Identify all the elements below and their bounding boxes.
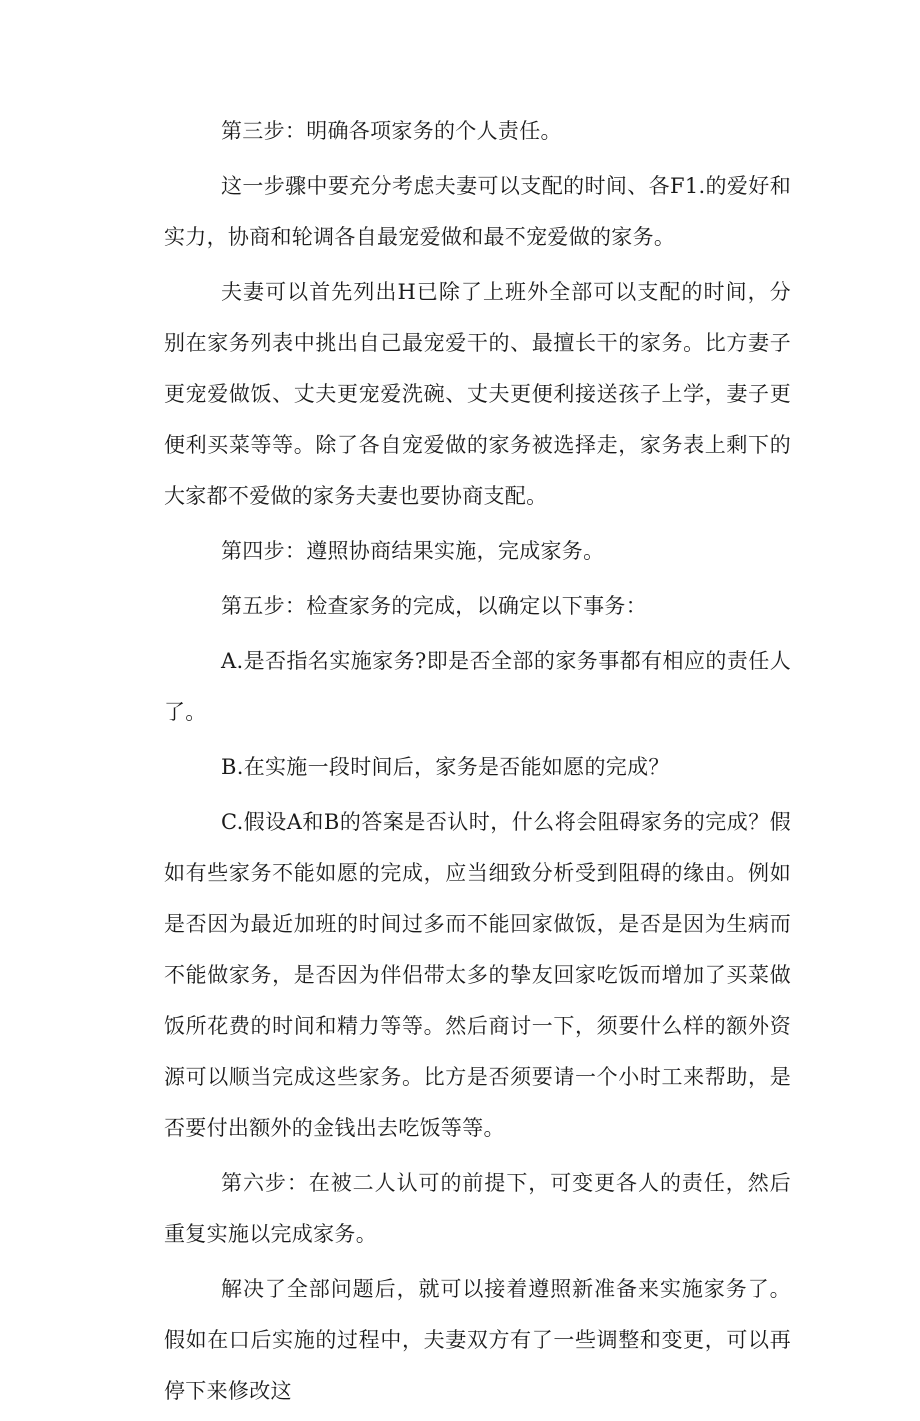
paragraph-list-time: 夫妻可以首先列出H已除了上班外全部可以支配的时间，分别在家务列表中挑出自己最宠爱干的、最擅长干的家务。比方妻子更宠爱做饭、丈夫更宠爱洗碗、丈夫更便利接送孩子上学，妻子更便利买菜等等。除了各自宠爱做的家务被选择走，家务表上剩下的大家都不爱做的家务夫妻也要协商支配。 [164, 280, 791, 508]
paragraph-step-five: 第五步：检查家务的完成，以确定以下事务： [221, 594, 647, 618]
paragraph-step-four: 第四步：遵照协商结果实施，完成家务。 [221, 539, 605, 563]
paragraph-step-six: 第六步：在被二人认可的前提下，可变更各人的责任，然后重复实施以完成家务。 [164, 1171, 791, 1246]
paragraph-step-three: 第三步：明确各项家务的个人责任。 [221, 119, 562, 143]
paragraph-item-b: B.在实施一段时间后，家务是否能如愿的完成？ [221, 755, 670, 779]
paragraph-item-c: C.假设A和B的答案是否认时，什么将会阻碍家务的完成？假如有些家务不能如愿的完成，应当细致分析受到阻碍的缘由。例如是否因为最近加班的时间过多而不能回家做饭，是否是因为生病而不能做家务，是否因为伴侣带太多的挚友回家吃饭而增加了买菜做饭所花费的时间和精力等等。然后商讨一下，须要什么样的额外资源可以顺当完成这些家务。比方是否须要请一个小时工来帮助，是否要付出额外的金钱出去吃饭等等。 [164, 810, 791, 1140]
document-body [164, 106, 791, 1421]
paragraph-item-a: A.是否指名实施家务?即是否全部的家务事都有相应的责任人了。 [164, 649, 791, 724]
paragraph-conclusion: 解决了全部问题后，就可以接着遵照新准备来实施家务了。假如在口后实施的过程中，夫妻双方有了一些调整和变更，可以再停下来修改这 [164, 1277, 791, 1403]
paragraph-step-three-detail: 这一步骤中要充分考虑夫妻可以支配的时间、各F1.的爱好和实力，协商和轮调各自最宠爱做和最不宠爱做的家务。 [164, 174, 791, 249]
